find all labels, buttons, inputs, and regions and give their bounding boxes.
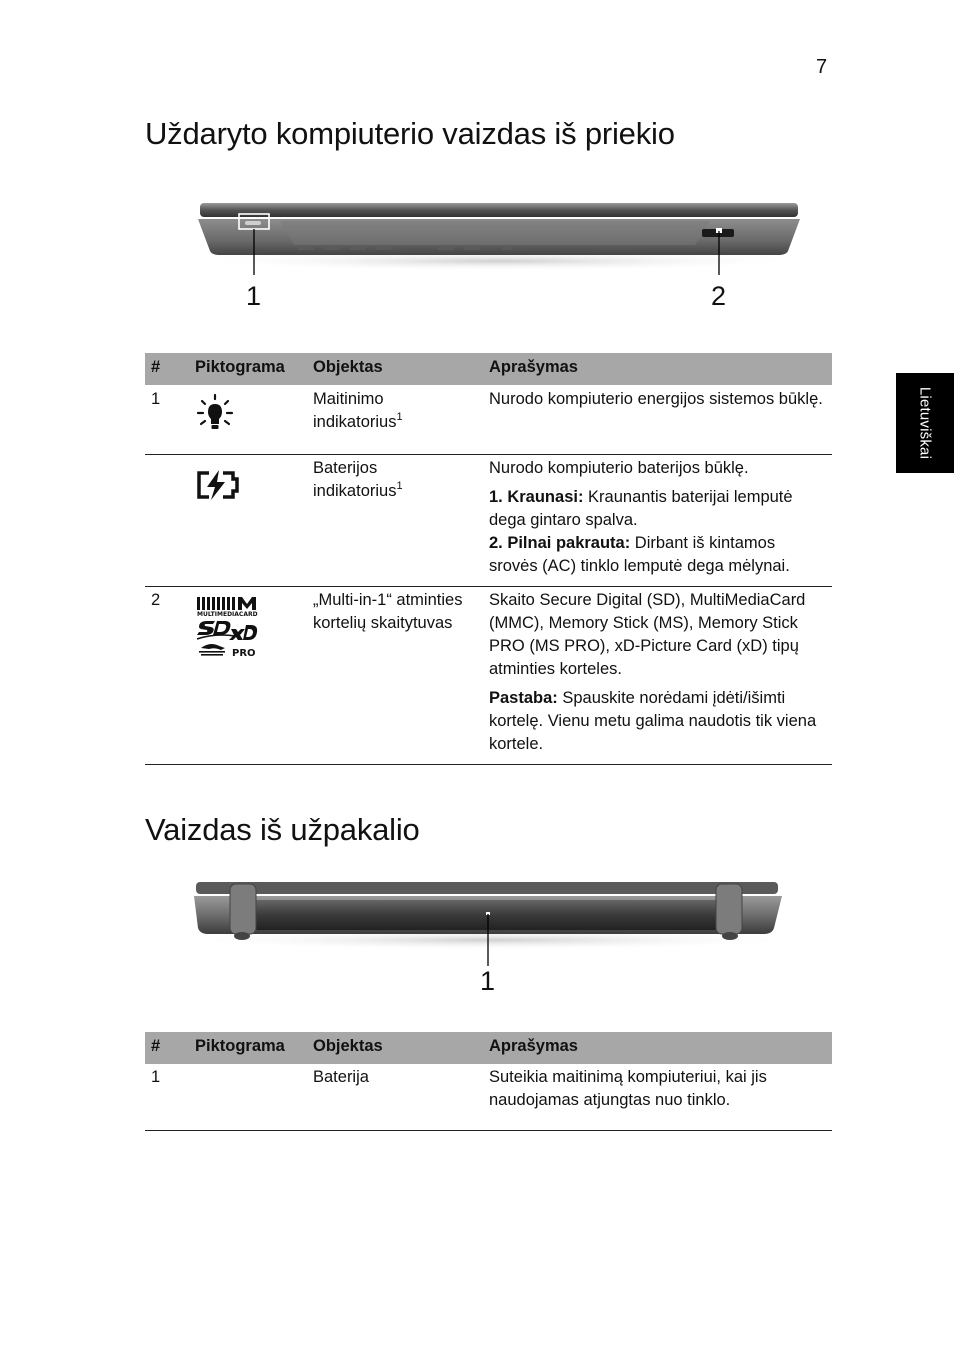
card-reader-icon xyxy=(195,595,265,659)
col-icon: Piktograma xyxy=(189,353,307,385)
col-description: Aprašymas xyxy=(483,353,832,385)
status-label-charging: 1. Kraunasi: xyxy=(489,488,584,506)
footnote-marker: 1 xyxy=(396,410,403,423)
table-row xyxy=(145,587,832,765)
laptop-front-illustration xyxy=(190,195,810,275)
status-text-full: Dirbant iš kintamos srovės (AC) tinklo lemputė dega mėlynai. xyxy=(489,534,790,575)
status-text-charging: Kraunantis baterijai lemputė dega gintaro spalva. xyxy=(489,488,793,529)
row-item-name: „Multi-in-1“ atminties kortelių skaitytuvas xyxy=(307,587,483,765)
row-number: 1 xyxy=(151,1068,161,1086)
item-name-line2: indikatorius xyxy=(313,413,397,431)
front-components-table xyxy=(145,353,832,765)
language-tab-label: Lietuviškai xyxy=(916,386,934,460)
power-indicator-icon xyxy=(195,393,235,433)
col-item: Objektas xyxy=(307,1032,483,1064)
battery-charging-icon xyxy=(195,469,241,501)
rear-components-table xyxy=(145,1032,832,1131)
row-description: Nurodo kompiuterio energijos sistemos būklę. xyxy=(489,390,823,408)
item-name-line2: indikatorius xyxy=(313,482,397,500)
col-icon: Piktograma xyxy=(189,1032,307,1064)
callout-1-front: 1 xyxy=(246,281,262,311)
row-item-name: Baterija xyxy=(313,1068,369,1086)
row-description: Nurodo kompiuterio baterijos būklę. xyxy=(489,459,749,477)
section-title-front: Uždaryto kompiuterio vaizdas iš priekio xyxy=(145,116,675,151)
mmc-sub-label: MULTIMEDIACARD xyxy=(197,611,258,618)
laptop-rear-illustration xyxy=(190,876,810,966)
row-number xyxy=(145,455,189,587)
language-tab xyxy=(896,373,954,473)
section-title-rear: Vaizdas iš užpakalio xyxy=(145,812,420,847)
col-number: # xyxy=(145,1032,189,1064)
row-description: Skaito Secure Digital (SD), MultiMediaCard (MMC), Memory Stick (MS), Memory Stick PRO (MS PRO), xD-Picture Card (xD) tipų atminties korteles. xyxy=(489,591,806,678)
table-row xyxy=(145,1064,832,1131)
footnote-marker: 1 xyxy=(396,479,403,492)
callout-1-rear: 1 xyxy=(480,966,496,996)
item-name-line1: Maitinimo xyxy=(313,390,384,408)
col-number: # xyxy=(145,353,189,385)
note-label: Pastaba: xyxy=(489,689,558,707)
row-description: Suteikia maitinimą kompiuteriui, kai jis naudojamas atjungtas nuo tinklo. xyxy=(489,1068,767,1109)
row-number: 1 xyxy=(151,390,161,408)
col-item: Objektas xyxy=(307,353,483,385)
page-number: 7 xyxy=(816,56,828,78)
pro-label: PRO xyxy=(232,648,256,659)
callout-2-front: 2 xyxy=(711,281,727,311)
note-text: Spauskite norėdami įdėti/išimti kortelę. Vienu metu galima naudotis tik viena kortele. xyxy=(489,689,817,753)
row-number: 2 xyxy=(145,587,189,765)
table-row xyxy=(145,385,832,455)
col-description: Aprašymas xyxy=(483,1032,832,1064)
table-row xyxy=(145,455,832,587)
status-label-full: 2. Pilnai pakrauta: xyxy=(489,534,631,552)
item-name-line1: Baterijos xyxy=(313,459,378,477)
